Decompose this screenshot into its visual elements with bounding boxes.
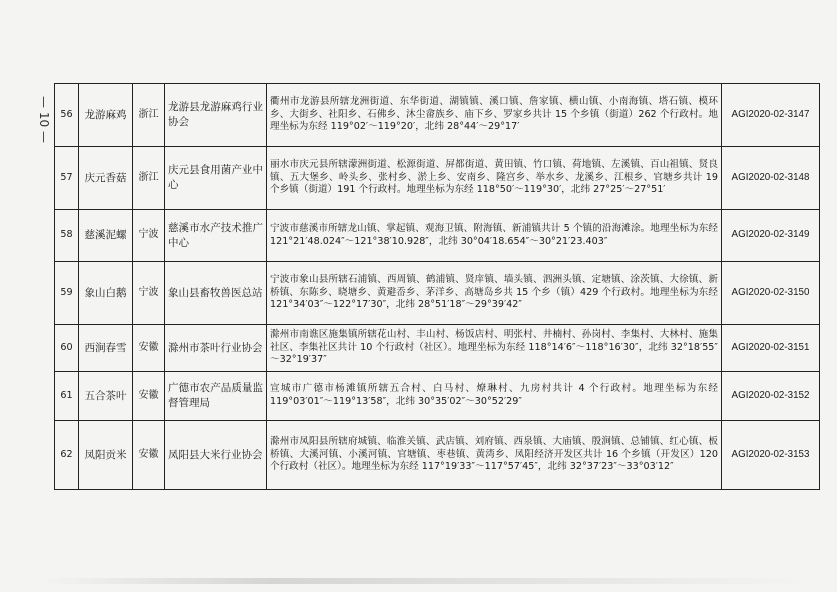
product-name: 西涧春雪 (79, 325, 133, 372)
protection-scope: 宣城市广德市杨滩镇所辖五合村、白马村、燎琳村、九房村共计 4 个行政村。地理坐标为东经 119°03′01″～119°13′58″，北纬 30°35′02″～30°52′29″ (267, 372, 722, 421)
registration-id: AGI2020-02-3152 (722, 372, 820, 421)
province: 安徽 (133, 372, 165, 421)
province: 浙江 (133, 147, 165, 210)
applicant-org: 滁州市茶叶行业协会 (165, 325, 267, 372)
province: 安徽 (133, 325, 165, 372)
table-row (55, 262, 820, 325)
province: 宁波 (133, 262, 165, 325)
registration-table (54, 83, 820, 490)
registration-id: AGI2020-02-3153 (722, 421, 820, 490)
applicant-org: 龙游县龙游麻鸡行业协会 (165, 84, 267, 147)
page-number (30, 96, 50, 143)
row-number: 57 (55, 147, 79, 210)
row-number: 56 (55, 84, 79, 147)
applicant-org: 庆元县食用菌产业中心 (165, 147, 267, 210)
protection-scope: 滁州市南谯区施集镇所辖花山村、丰山村、杨饭店村、明张村、井楠村、孙岗村、李集村、大林村、施集社区、李集社区共计 10 个行政村（社区）。地理坐标为东经 118°14′6″～118°16′30″，北纬 32°18′55″～32°19′37″ (267, 325, 722, 372)
product-name: 庆元香菇 (79, 147, 133, 210)
scan-edge-shadow (40, 578, 810, 584)
row-number: 61 (55, 372, 79, 421)
row-number: 59 (55, 262, 79, 325)
protection-scope: 衢州市龙游县所辖龙洲街道、东华街道、湖镇镇、溪口镇、詹家镇、横山镇、小南海镇、塔石镇、模环乡、大街乡、社阳乡、石佛乡、沐尘畲族乡、庙下乡、罗家乡共计 15 个乡镇（街道）262 个行政村。地理坐标为东经 119°02′～119°20′，北纬 28°44′～29°17′ (267, 84, 722, 147)
table-row (55, 147, 820, 210)
page-number-dash-top: — (37, 96, 51, 108)
applicant-org: 凤阳县大米行业协会 (165, 421, 267, 490)
protection-scope: 宁波市象山县所辖石浦镇、西周镇、鹤浦镇、贤庠镇、墙头镇、泗洲头镇、定塘镇、涂茨镇、大徐镇、新桥镇、东陈乡、晓塘乡、黄避岙乡、茅洋乡、高塘岛乡共 15 个乡（镇）429 个行政村。地理坐标为东经 121°34′03″～122°17′30″，北纬 28°51′18″～29°39′42″ (267, 262, 722, 325)
applicant-org: 慈溪市水产技术推广中心 (165, 210, 267, 262)
protection-scope: 宁波市慈溪市所辖龙山镇、掌起镇、观海卫镇、附海镇、新浦镇共计 5 个镇的沿海滩涂。地理坐标为东经 121°21′48.024″～121°38′10.928″，北纬 30°04′18.654″～30°21′23.403″ (267, 210, 722, 262)
protection-scope: 丽水市庆元县所辖濛洲街道、松源街道、屏都街道、黄田镇、竹口镇、荷地镇、左溪镇、百山祖镇、贤良镇、五大堡乡、岭头乡、张村乡、淤上乡、安南乡、隆宫乡、举水乡、龙溪乡、江根乡、官塘乡共计 19 个乡镇（街道）191 个行政村。地理坐标为东经 118°50′～119°30′，北纬 27°25′～27°51′ (267, 147, 722, 210)
table-row (55, 84, 820, 147)
table-row (55, 210, 820, 262)
table-row (55, 325, 820, 372)
row-number: 58 (55, 210, 79, 262)
registration-id: AGI2020-02-3150 (722, 262, 820, 325)
province: 宁波 (133, 210, 165, 262)
row-number: 62 (55, 421, 79, 490)
page-number-dash-bottom: — (37, 130, 51, 143)
protection-scope: 滁州市凤阳县所辖府城镇、临淮关镇、武店镇、刘府镇、西泉镇、大庙镇、殷涧镇、总铺镇、红心镇、板桥镇、大溪河镇、小溪河镇、官塘镇、枣巷镇、黄湾乡、凤阳经济开发区共计 16 个乡镇（开发区）120 个行政村（社区）。地理坐标为东经 117°19′33″～117°57′45″，北纬 32°37′23″～33°03′12″ (267, 421, 722, 490)
page-number-value: 10 (37, 111, 51, 128)
province: 浙江 (133, 84, 165, 147)
product-name: 凤阳贡米 (79, 421, 133, 490)
applicant-org: 象山县畜牧兽医总站 (165, 262, 267, 325)
registration-id: AGI2020-02-3149 (722, 210, 820, 262)
table-row (55, 372, 820, 421)
registration-id: AGI2020-02-3151 (722, 325, 820, 372)
product-name: 五合茶叶 (79, 372, 133, 421)
registration-id: AGI2020-02-3148 (722, 147, 820, 210)
product-name: 象山白鹅 (79, 262, 133, 325)
registration-id: AGI2020-02-3147 (722, 84, 820, 147)
product-name: 龙游麻鸡 (79, 84, 133, 147)
table-row (55, 421, 820, 490)
row-number: 60 (55, 325, 79, 372)
applicant-org: 广德市农产品质量监督管理局 (165, 372, 267, 421)
product-name: 慈溪泥螺 (79, 210, 133, 262)
province: 安徽 (133, 421, 165, 490)
